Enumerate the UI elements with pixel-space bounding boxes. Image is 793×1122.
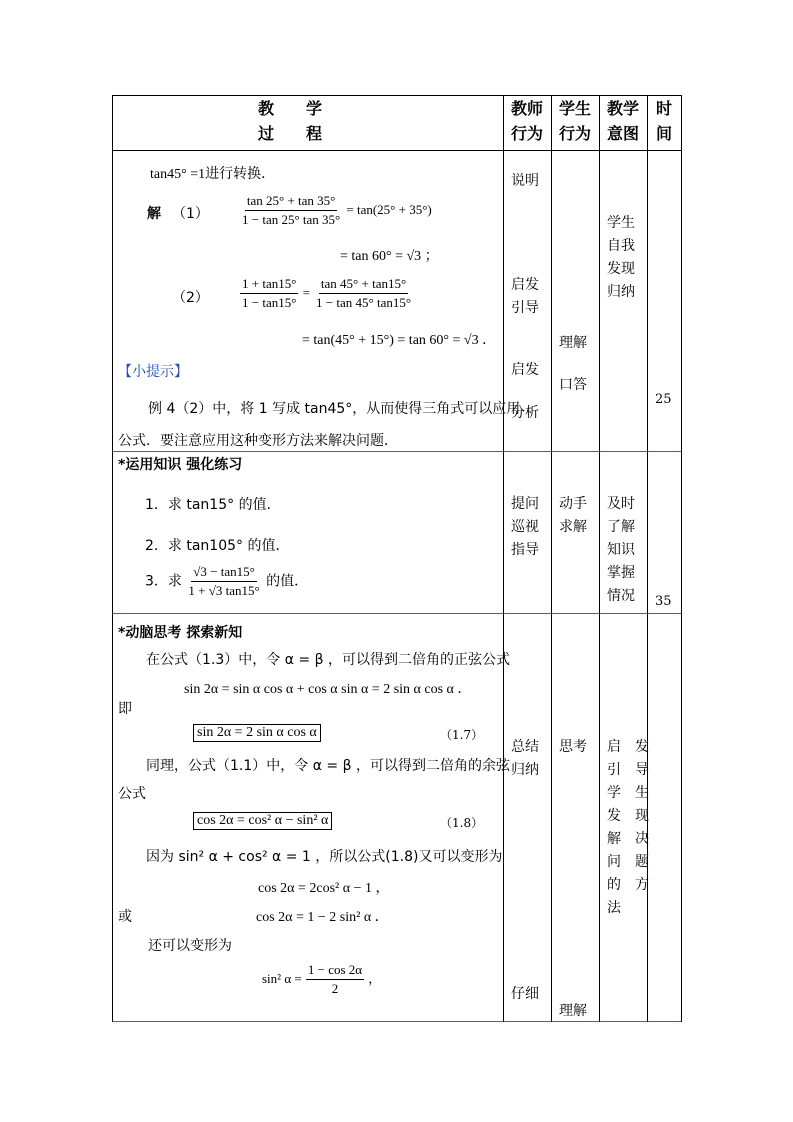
s1-time: 25 bbox=[655, 392, 672, 407]
s1-teacher-2: 启发 bbox=[511, 277, 539, 293]
s1-intent-1: 学生 bbox=[607, 215, 635, 231]
sin2-numerator: 1 − cos 2α bbox=[306, 962, 364, 980]
question-2: 2．求 tan105° 的值． bbox=[145, 538, 290, 554]
s2-teacher-1: 提问 bbox=[511, 496, 539, 512]
sin2-fraction bbox=[306, 962, 364, 997]
equation-2: $\frac{1 + \tan 15^\circ}{1 - \tan 15^\circ}$ = $\frac{\tan 45^\circ + \tan 15^\circ}{1 - \tan 45^\circ \tan 15^\circ}$ bbox=[242, 276, 412, 310]
s2-teacher-2: 巡视 bbox=[511, 519, 539, 535]
q3-fraction bbox=[186, 564, 261, 599]
cos-variant-1: cos 2α = 2cos² α − 1 ， bbox=[258, 881, 390, 896]
s2-time: 35 bbox=[655, 594, 672, 609]
s3-teacher-2: 归纳 bbox=[511, 762, 539, 778]
eq2-right-denominator: 1 − tan 45° tan15° bbox=[316, 295, 412, 310]
col-divider-teacher bbox=[503, 95, 504, 1022]
eq1-fraction bbox=[240, 193, 342, 228]
s2-intent-1: 及时 bbox=[607, 496, 635, 512]
s3-teacher-1: 总结 bbox=[511, 739, 539, 755]
q3-numerator: √3 − tan15° bbox=[191, 564, 257, 582]
header-time-1: 时 bbox=[655, 99, 672, 118]
s3-paragraph-3: 因为 sin² α + cos² α = 1 ，所以公式(1.8)又可以变形为 bbox=[146, 849, 503, 865]
s3-student-2: 理解 bbox=[559, 1003, 587, 1019]
header-intent-2: 意图 bbox=[606, 124, 639, 143]
s3-paragraph-1: 在公式（1.3）中，令 α = β ，可以得到二倍角的正弦公式 bbox=[146, 652, 510, 668]
cos-variant-2: cos 2α = 1 − 2 sin² α ． bbox=[256, 910, 389, 925]
header-student-2: 行为 bbox=[558, 124, 591, 143]
eq2-left-denominator: 1 − tan15° bbox=[242, 295, 297, 310]
part1-label: （1） bbox=[172, 206, 209, 222]
col-divider-student bbox=[551, 95, 552, 1022]
s1-teacher-1: 说明 bbox=[511, 173, 539, 189]
s2-student-2: 求解 bbox=[559, 519, 587, 535]
sin-expansion: sin 2α = sin α cos α + cos α sin α = 2 sin α cos α ． bbox=[184, 682, 472, 697]
s3-intent-6: 问 题 bbox=[607, 854, 649, 870]
question-1: 1．求 tan15° 的值． bbox=[145, 497, 281, 513]
s3-paragraph-2b: 公式 bbox=[118, 786, 146, 802]
s2-teacher-3: 指导 bbox=[511, 542, 539, 558]
header-intent-1: 教学 bbox=[606, 99, 639, 118]
header-process-line1: 教 学 bbox=[257, 99, 322, 118]
s1-teacher-5: 分析 bbox=[511, 405, 539, 421]
header-student-1: 学生 bbox=[558, 99, 591, 118]
part2-label: （2） bbox=[172, 290, 209, 306]
sin2-denominator: 2 bbox=[331, 981, 339, 996]
s1-student-1: 理解 bbox=[559, 335, 587, 351]
q3-prefix: 3．求 bbox=[145, 573, 182, 590]
sin-square-formula bbox=[262, 962, 381, 997]
eq1-denominator: 1 − tan 25° tan 35° bbox=[242, 212, 341, 227]
boxed-formula-1: sin 2α = 2 sin α cos α bbox=[193, 724, 321, 742]
s3-intent-1: 启 发 bbox=[607, 739, 649, 755]
q3-denominator: 1 + √3 tan15° bbox=[188, 583, 260, 598]
eq1-rhs: = tan(25° + 35°) bbox=[346, 202, 432, 217]
header-bottom-border bbox=[112, 150, 681, 151]
eq2-left-numerator: 1 + tan15° bbox=[240, 276, 298, 294]
huo-label: 或 bbox=[118, 909, 132, 925]
s1-intent-4: 归纳 bbox=[607, 284, 635, 300]
section2-title: *运用知识 强化练习 bbox=[118, 457, 243, 473]
s1-intent-3: 发现 bbox=[607, 261, 635, 277]
formula-tag-1: （1.7） bbox=[440, 728, 484, 742]
convert-line: tan45° =1进行转换． bbox=[150, 167, 276, 182]
s1-intent-2: 自我 bbox=[607, 238, 635, 254]
sin2-tail: ， bbox=[368, 971, 382, 986]
s3-intent-3: 学 生 bbox=[607, 785, 649, 801]
solve-label: 解 bbox=[147, 206, 161, 222]
boxed-formula-2: cos 2α = cos² α − sin² α bbox=[193, 812, 332, 830]
s3-intent-5: 解 决 bbox=[607, 831, 649, 847]
section2-bottom-border bbox=[112, 613, 681, 614]
s3-student-1: 思考 bbox=[559, 739, 587, 755]
hint-text-1: 例 4（2）中，将 1 写成 tan45°，从而使得三角式可以应用 bbox=[148, 401, 521, 417]
q3-suffix: 的值． bbox=[266, 573, 309, 590]
section1-bottom-border bbox=[112, 451, 681, 452]
s1-teacher-4: 启发 bbox=[511, 362, 539, 378]
header-process-line2: 过 程 bbox=[257, 124, 322, 143]
s2-intent-3: 知识 bbox=[607, 542, 635, 558]
eq2-left-fraction bbox=[240, 276, 298, 311]
eq1-line2: = tan 60° = √3 ； bbox=[340, 249, 439, 264]
header-teacher-2: 行为 bbox=[510, 124, 543, 143]
header-teacher-1: 教师 bbox=[510, 99, 543, 118]
table-left-border bbox=[112, 95, 113, 1022]
eq2-right-fraction bbox=[314, 276, 413, 311]
col-divider-intent bbox=[599, 95, 600, 1022]
formula-tag-2: （1.8） bbox=[440, 816, 484, 830]
s1-teacher-3: 引导 bbox=[511, 300, 539, 316]
s1-student-2: 口答 bbox=[559, 377, 587, 393]
eq1-numerator: tan 25° + tan 35° bbox=[245, 193, 338, 211]
s2-student-1: 动手 bbox=[559, 496, 587, 512]
table-right-border bbox=[681, 95, 682, 1022]
s2-intent-5: 情况 bbox=[607, 588, 635, 604]
eq2-right-numerator: tan 45° + tan15° bbox=[319, 276, 408, 294]
hint-text-2: 公式．要注意应用这种变形方法来解决问题． bbox=[118, 433, 398, 449]
s3-intent-8: 法 bbox=[607, 900, 621, 916]
s3-intent-2: 引 导 bbox=[607, 762, 649, 778]
s2-intent-2: 了解 bbox=[607, 519, 635, 535]
s3-teacher-3: 仔细 bbox=[511, 986, 539, 1002]
s3-intent-4: 发 现 bbox=[607, 808, 649, 824]
s3-paragraph-2: 同理，公式（1.1）中，令 α = β ，可以得到二倍角的余弦 bbox=[146, 758, 510, 774]
equation-1 bbox=[240, 193, 432, 228]
eq2-line2: = tan(45° + 15°) = tan 60° = √3 ． bbox=[302, 333, 497, 348]
s2-intent-4: 掌握 bbox=[607, 565, 635, 581]
question-3 bbox=[145, 564, 308, 599]
s3-paragraph-4: 还可以变形为 bbox=[148, 938, 232, 954]
header-time-2: 间 bbox=[655, 124, 672, 143]
ji-label: 即 bbox=[118, 701, 132, 717]
section3-title: *动脑思考 探索新知 bbox=[118, 625, 243, 641]
sin2-lhs: sin² α = bbox=[262, 971, 302, 986]
hint-label: 【小提示】 bbox=[118, 364, 188, 380]
s3-intent-7: 的 方 bbox=[607, 877, 649, 893]
table-bottom-border bbox=[112, 1021, 681, 1022]
